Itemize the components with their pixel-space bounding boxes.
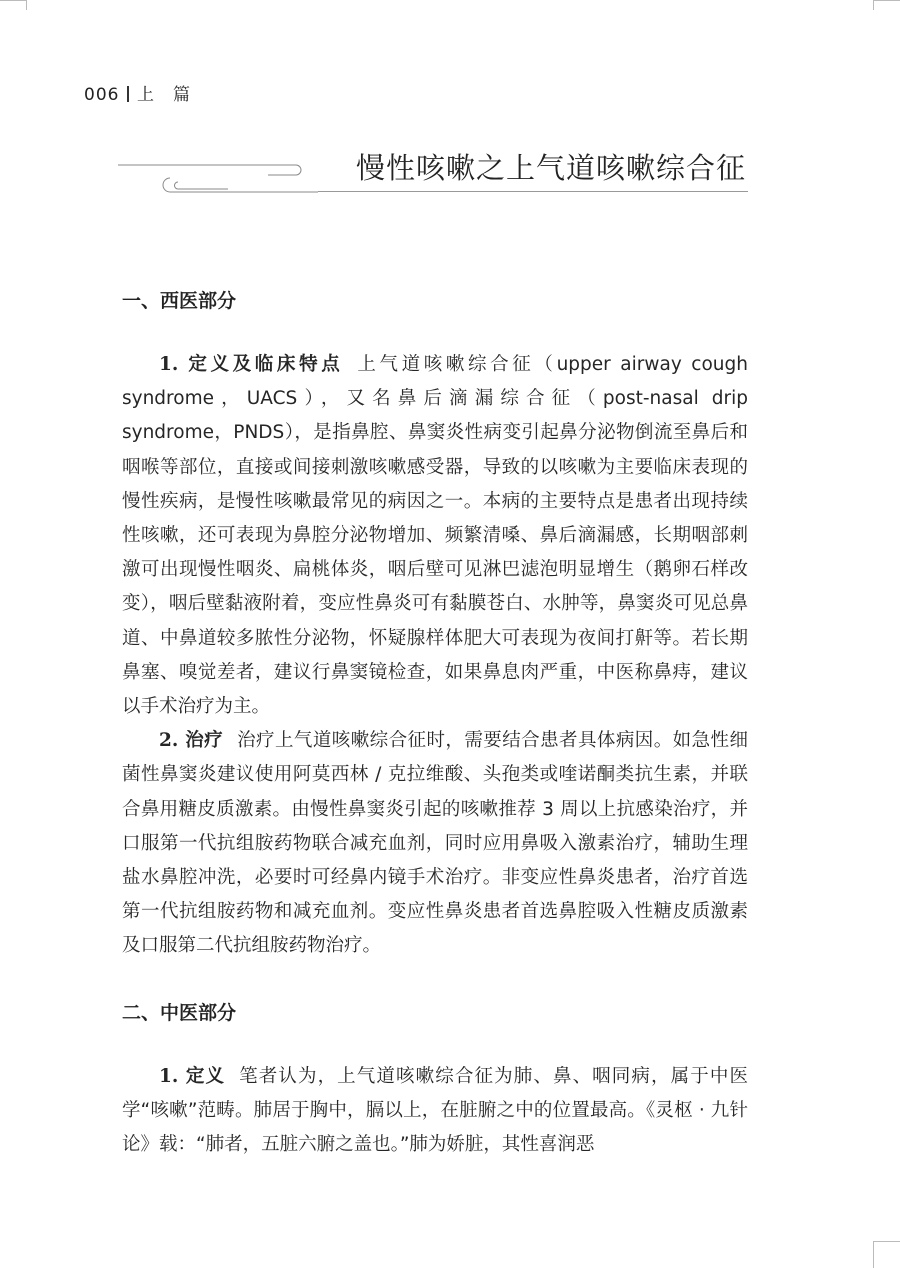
chapter-title: 慢性咳嗽之上气道咳嗽综合征 (355, 151, 746, 185)
paragraph-tcm-definition (122, 1060, 748, 1163)
subheading-definition: 1. 定义及临床特点 (159, 354, 344, 375)
section-body-western (122, 348, 748, 964)
paragraph-definition (122, 348, 748, 724)
paragraph-treatment (122, 724, 748, 963)
subheading-treatment: 2. 治疗 (159, 730, 224, 752)
crop-mark-top-left (0, 0, 26, 1)
section-heading-western: 一、西医部分 (122, 290, 237, 312)
title-underline (318, 191, 748, 192)
crop-mark-bottom-right (874, 1241, 900, 1242)
paragraph-text: 笔者认为，上气道咳嗽综合征为肺、鼻、咽同病，属于中医学“咳嗽”范畴。肺居于胸中，膈以上，在脏腑之中的位置最高。《灵枢 · 九针论》载：“肺者，五脏六腑之盖也。”肺为娇脏，其性喜润恶 (122, 1066, 748, 1156)
running-header (84, 80, 191, 105)
chapter-ornament-icon (118, 154, 318, 198)
subheading-tcm-definition: 1. 定义 (159, 1066, 226, 1087)
crop-mark-top-left-v (26, 0, 27, 10)
paragraph-text: 治疗上气道咳嗽综合征时，需要结合患者具体病因。如急性细菌性鼻窦炎建议使用阿莫西林 / 克拉维酸、头孢类或喹诺酮类抗生素，并联合鼻用糖皮质激素。由慢性鼻窦炎引起的咳嗽推荐 3 周以上抗感染治疗，并口服第一代抗组胺药物联合减充血剂，同时应用鼻吸入激素治疗，辅助生理盐水鼻腔冲洗，必要时可经鼻内镜手术治疗。非变应性鼻炎患者，治疗首选第一代抗组胺药物和减充血剂。变应性鼻炎患者首选鼻腔吸入性糖皮质激素及口服第二代抗组胺药物治疗。 (122, 730, 748, 957)
part-label: 上 篇 (136, 85, 191, 105)
crop-mark-bottom-right-v (873, 1241, 874, 1268)
section-body-tcm (122, 1060, 748, 1163)
crop-mark-top-right (874, 0, 900, 1)
page-number: 006 (84, 85, 120, 105)
crop-mark-top-right-v (873, 0, 874, 10)
section-heading-tcm: 二、中医部分 (122, 1002, 237, 1024)
header-separator (127, 86, 129, 102)
paragraph-text: 上气道咳嗽综合征（upper airway cough syndrome，UACS），又名鼻后滴漏综合征（post-nasal drip syndrome，PNDS），是指鼻腔、鼻窦炎性病变引起鼻分泌物倒流至鼻后和咽喉等部位，直接或间接刺激咳嗽感受器，导致的以咳嗽为主要临床表现的慢性疾病，是慢性咳嗽最常见的病因之一。本病的主要特点是患者出现持续性咳嗽，还可表现为鼻腔分泌物增加、频繁清嗓、鼻后滴漏感，长期咽部刺激可出现慢性咽炎、扁桃体炎，咽后壁可见淋巴滤泡明显增生（鹅卵石样改变），咽后壁黏液附着，变应性鼻炎可有黏膜苍白、水肿等，鼻窦炎可见总鼻道、中鼻道较多脓性分泌物，怀疑腺样体肥大可表现为夜间打鼾等。若长期鼻塞、嗅觉差者，建议行鼻窦镜检查，如果鼻息肉严重，中医称鼻痔，建议以手术治疗为主。 (122, 354, 748, 718)
